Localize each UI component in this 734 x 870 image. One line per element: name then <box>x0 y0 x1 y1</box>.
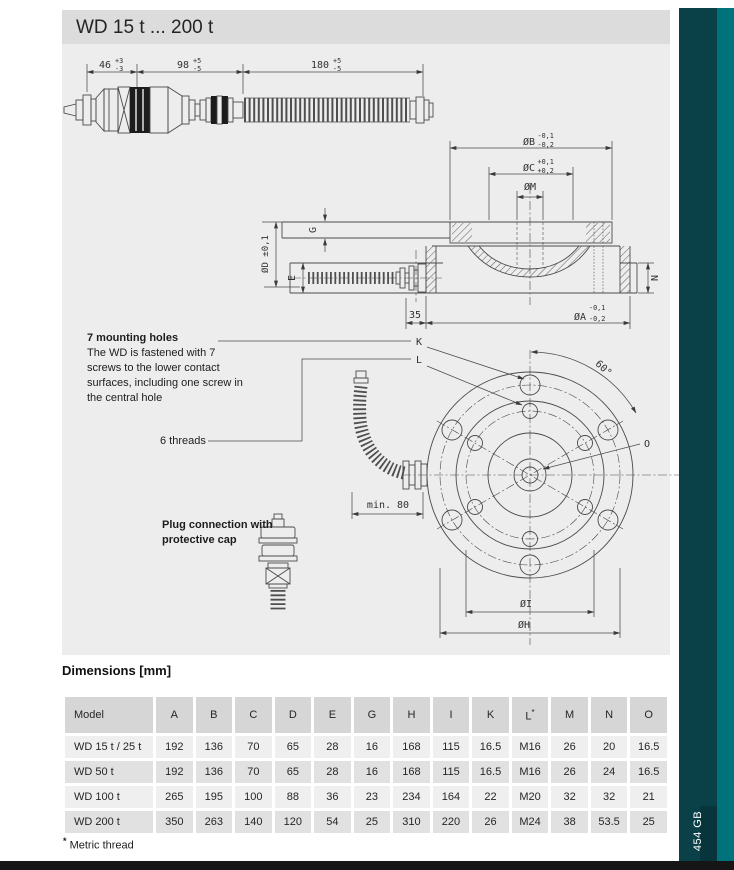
column-header-model: Model <box>65 697 153 733</box>
table-cell: 168 <box>393 736 430 758</box>
plug-note-line1: Plug connection with <box>162 519 273 531</box>
table-cell: 310 <box>393 811 430 833</box>
mounting-holes-title: 7 mounting holes <box>87 332 179 344</box>
dim-dia-c: ØC <box>522 163 535 174</box>
dim-e: E <box>287 274 298 282</box>
dim-60-deg: 60° <box>592 358 614 379</box>
dim-dia-b-tol-up: -0,1 <box>537 132 554 140</box>
table-cell: 32 <box>551 786 588 808</box>
table-cell: 350 <box>156 811 193 833</box>
table-cell: M16 <box>512 736 549 758</box>
table-header-row <box>65 697 667 733</box>
table-row <box>65 811 667 833</box>
dim-98-tol-up: +5 <box>193 57 202 65</box>
column-header-i: I <box>433 697 470 733</box>
side-accent-bar-dark <box>679 8 717 870</box>
table-cell: 140 <box>235 811 272 833</box>
threads-note: 6 threads <box>160 435 206 447</box>
table-cell: M16 <box>512 761 549 783</box>
table-cell: 65 <box>275 736 312 758</box>
column-header-o: O <box>630 697 667 733</box>
dim-dia-a-tol-dn: -0,2 <box>589 315 606 323</box>
column-header-l-asterisk: * <box>531 707 535 717</box>
table-cell: 53.5 <box>591 811 628 833</box>
page-title: WD 15 t ... 200 t <box>62 10 670 44</box>
mounting-holes-body: The WD is fastened with 7 screws to the lower contact surfaces, including one screw in the central hole <box>87 347 243 404</box>
dim-min-80: min. 80 <box>366 500 410 511</box>
dim-dia-a-tol-up: -0,1 <box>589 304 606 312</box>
table-cell: 16.5 <box>630 736 667 758</box>
dim-dia-i: ØI <box>519 599 533 610</box>
table-cell: 164 <box>433 786 470 808</box>
dim-o: O <box>644 439 651 450</box>
table-cell: 21 <box>630 786 667 808</box>
page-bottom-bar <box>0 861 734 870</box>
dim-dia-a: ØA <box>573 312 586 323</box>
table-cell: 26 <box>551 736 588 758</box>
dim-dia-c-tol-dn: +0,2 <box>537 167 554 175</box>
dimensions-table <box>62 694 670 836</box>
column-header-k: K <box>472 697 509 733</box>
table-cell: 263 <box>196 811 233 833</box>
plug-connection-note <box>162 518 292 548</box>
dim-46-tol-up: +3 <box>115 57 124 65</box>
table-cell: 136 <box>196 736 233 758</box>
table-cell: 100 <box>235 786 272 808</box>
table-cell: 70 <box>235 761 272 783</box>
footnote-asterisk: * <box>63 836 67 846</box>
table-cell: 65 <box>275 761 312 783</box>
table-cell: 25 <box>630 811 667 833</box>
table-cell: 26 <box>551 761 588 783</box>
column-header-g: G <box>354 697 391 733</box>
table-cell: 28 <box>314 761 351 783</box>
table-cell: 88 <box>275 786 312 808</box>
dim-98: 98 <box>176 60 190 71</box>
table-cell: 192 <box>156 761 193 783</box>
table-cell: 265 <box>156 786 193 808</box>
column-header-l: L* <box>512 697 549 733</box>
table-cell: 26 <box>472 811 509 833</box>
dim-180-tol-up: +5 <box>333 57 342 65</box>
table-cell: 220 <box>433 811 470 833</box>
table-cell: 54 <box>314 811 351 833</box>
table-cell: 115 <box>433 761 470 783</box>
dim-98-tol-dn: -5 <box>193 65 202 73</box>
dim-dia-m: ØM <box>523 182 537 193</box>
table-row <box>65 786 667 808</box>
dim-g: G <box>308 226 319 234</box>
table-cell: M20 <box>512 786 549 808</box>
dim-dia-c-tol-up: +0,1 <box>537 158 554 166</box>
table-cell: 16 <box>354 736 391 758</box>
table-cell: 16.5 <box>472 761 509 783</box>
model-cell: WD 200 t <box>65 811 153 833</box>
column-header-a: A <box>156 697 193 733</box>
table-cell: 22 <box>472 786 509 808</box>
dim-35: 35 <box>408 310 422 321</box>
cross-section-drawing <box>260 132 661 329</box>
metric-thread-footnote <box>63 836 134 852</box>
dim-l: L <box>416 355 423 366</box>
column-header-h: H <box>393 697 430 733</box>
dim-180-tol-dn: -5 <box>333 65 342 73</box>
table-cell: 136 <box>196 761 233 783</box>
table-cell: 25 <box>354 811 391 833</box>
table-cell: 20 <box>591 736 628 758</box>
side-accent-bar-light <box>717 8 734 870</box>
footnote-text: Metric thread <box>69 839 134 852</box>
document-code-text: 454 GB <box>692 810 704 852</box>
column-header-n: N <box>591 697 628 733</box>
dim-k: K <box>416 337 423 348</box>
document-code <box>679 800 717 862</box>
column-header-c: C <box>235 697 272 733</box>
table-cell: 115 <box>433 736 470 758</box>
table-cell: 23 <box>354 786 391 808</box>
table-cell: 36 <box>314 786 351 808</box>
model-cell: WD 15 t / 25 t <box>65 736 153 758</box>
table-cell: 16.5 <box>630 761 667 783</box>
model-cell: WD 100 t <box>65 786 153 808</box>
dim-dia-b-tol-dn: -0,2 <box>537 141 554 149</box>
table-cell: 168 <box>393 761 430 783</box>
plug-note-line2: protective cap <box>162 534 237 546</box>
column-header-m: M <box>551 697 588 733</box>
table-row <box>65 736 667 758</box>
dim-46: 46 <box>98 60 112 71</box>
table-cell: 38 <box>551 811 588 833</box>
dim-46-tol-dn: -3 <box>115 65 124 73</box>
column-header-d: D <box>275 697 312 733</box>
dim-dia-h: ØH <box>517 620 531 631</box>
table-cell: 70 <box>235 736 272 758</box>
model-cell: WD 50 t <box>65 761 153 783</box>
table-cell: 28 <box>314 736 351 758</box>
dim-180: 180 <box>310 60 330 71</box>
table-cell: M24 <box>512 811 549 833</box>
column-header-e: E <box>314 697 351 733</box>
dim-dia-b: ØB <box>522 137 535 148</box>
cable-assembly-drawing <box>64 57 433 133</box>
column-header-b: B <box>196 697 233 733</box>
table-cell: 234 <box>393 786 430 808</box>
dim-dia-d: ØD ±0,1 <box>261 235 271 273</box>
table-cell: 16.5 <box>472 736 509 758</box>
dim-n: N <box>650 274 661 282</box>
table-row <box>65 761 667 783</box>
table-cell: 192 <box>156 736 193 758</box>
mounting-holes-note <box>87 331 245 406</box>
table-cell: 32 <box>591 786 628 808</box>
table-cell: 195 <box>196 786 233 808</box>
table-cell: 16 <box>354 761 391 783</box>
table-cell: 120 <box>275 811 312 833</box>
table-cell: 24 <box>591 761 628 783</box>
dimensions-heading: Dimensions [mm] <box>62 663 172 678</box>
